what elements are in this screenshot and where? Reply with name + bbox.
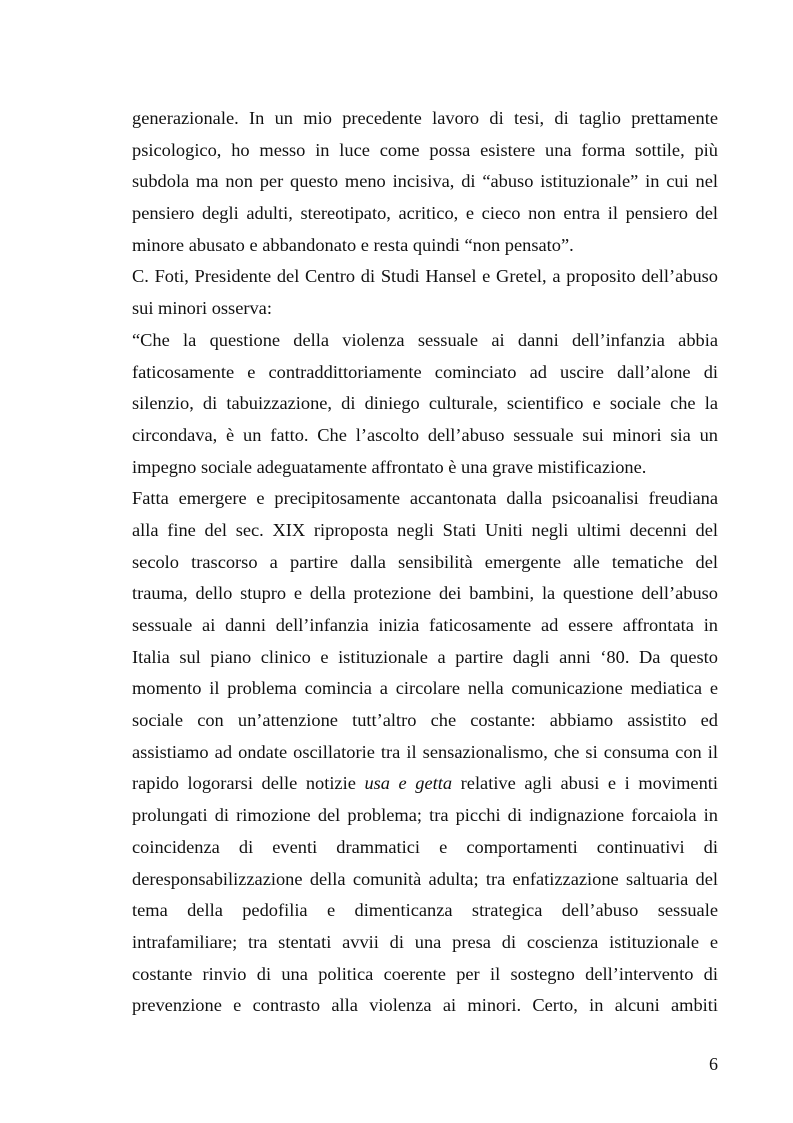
text-line: trauma, dello stupro e della protezione dei bambini, la questione dell’abuso <box>132 583 718 604</box>
text-line: minore abusato e abbandonato e resta quindi “non pensato”. <box>132 234 574 255</box>
text-line: “Che la questione della violenza sessuale ai danni dell’infanzia abbia <box>132 329 718 350</box>
text-line: sessuale ai danni dell’infanzia inizia faticosamente ad essere affrontata in <box>132 615 718 635</box>
text-line: momento il problema comincia a circolare nella comunicazione mediatica e <box>132 678 718 699</box>
text-line: psicologico, ho messo in luce come possa esistere una forma sottile, più <box>132 139 718 160</box>
text-line: generazionale. In un mio precedente lavoro di tesi, di taglio prettamente <box>132 108 718 128</box>
text-line: intrafamiliare; tra stentati avvii di una presa di coscienza istituzionale e <box>132 931 718 952</box>
text-segment: rapido logorarsi delle notizie <box>132 773 365 794</box>
text-line: Fatta emergere e precipitosamente accantonata dalla psicoanalisi freudiana <box>132 488 718 509</box>
text-line <box>132 768 718 800</box>
text-line: prolungati di rimozione del problema; tra picchi di indignazione forcaiola in <box>132 805 718 826</box>
text-line: faticosamente e contraddittoriamente cominciato ad uscire dall’alone di <box>132 361 718 382</box>
text-line: pensiero degli adulti, stereotipato, acritico, e cieco non entra il pensiero del <box>132 203 718 224</box>
text-line: alla fine del sec. XIX riproposta negli Stati Uniti negli ultimi decenni del <box>132 519 718 540</box>
text-line: impegno sociale adeguatamente affrontato è una grave mistificazione. <box>132 456 647 477</box>
text-line: subdola ma non per questo meno incisiva, di “abuso istituzionale” in cui nel <box>132 171 718 192</box>
text-line: costante rinvio di una politica coerente per il sostegno dell’intervento di <box>132 963 718 984</box>
italic-phrase: usa e getta <box>364 773 453 794</box>
text-line: sociale con un’attenzione tutt’altro che costante: abbiamo assistito ed <box>132 710 718 731</box>
text-segment: relative agli abusi e i movimenti <box>452 773 719 794</box>
text-line: prevenzione e contrasto alla violenza ai minori. Certo, in alcuni ambiti <box>132 995 718 1016</box>
text-line: Italia sul piano clinico e istituzionale a partire dagli anni ‘80. Da questo <box>132 646 718 667</box>
text-line: tema della pedofilia e dimenticanza strategica dell’abuso sessuale <box>132 900 718 921</box>
page-number: 6 <box>709 1054 718 1074</box>
text-line: C. Foti, Presidente del Centro di Studi Hansel e Gretel, a proposito dell’abuso <box>132 266 718 287</box>
text-line: deresponsabilizzazione della comunità adulta; tra enfatizzazione saltuaria del <box>132 868 718 889</box>
text-line: circondava, è un fatto. Che l’ascolto dell’abuso sessuale sui minori sia un <box>132 424 718 445</box>
text-line: sui minori osserva: <box>132 298 272 319</box>
text-line: coincidenza di eventi drammatici e comportamenti continuativi di <box>132 836 718 857</box>
body-text <box>132 103 718 1022</box>
text-line: secolo trascorso a partire dalla sensibilità emergente alle tematiche del <box>132 551 718 572</box>
text-line: assistiamo ad ondate oscillatorie tra il sensazionalismo, che si consuma con il <box>132 741 718 762</box>
text-line: silenzio, di tabuizzazione, di diniego culturale, scientifico e sociale che la <box>132 393 718 414</box>
